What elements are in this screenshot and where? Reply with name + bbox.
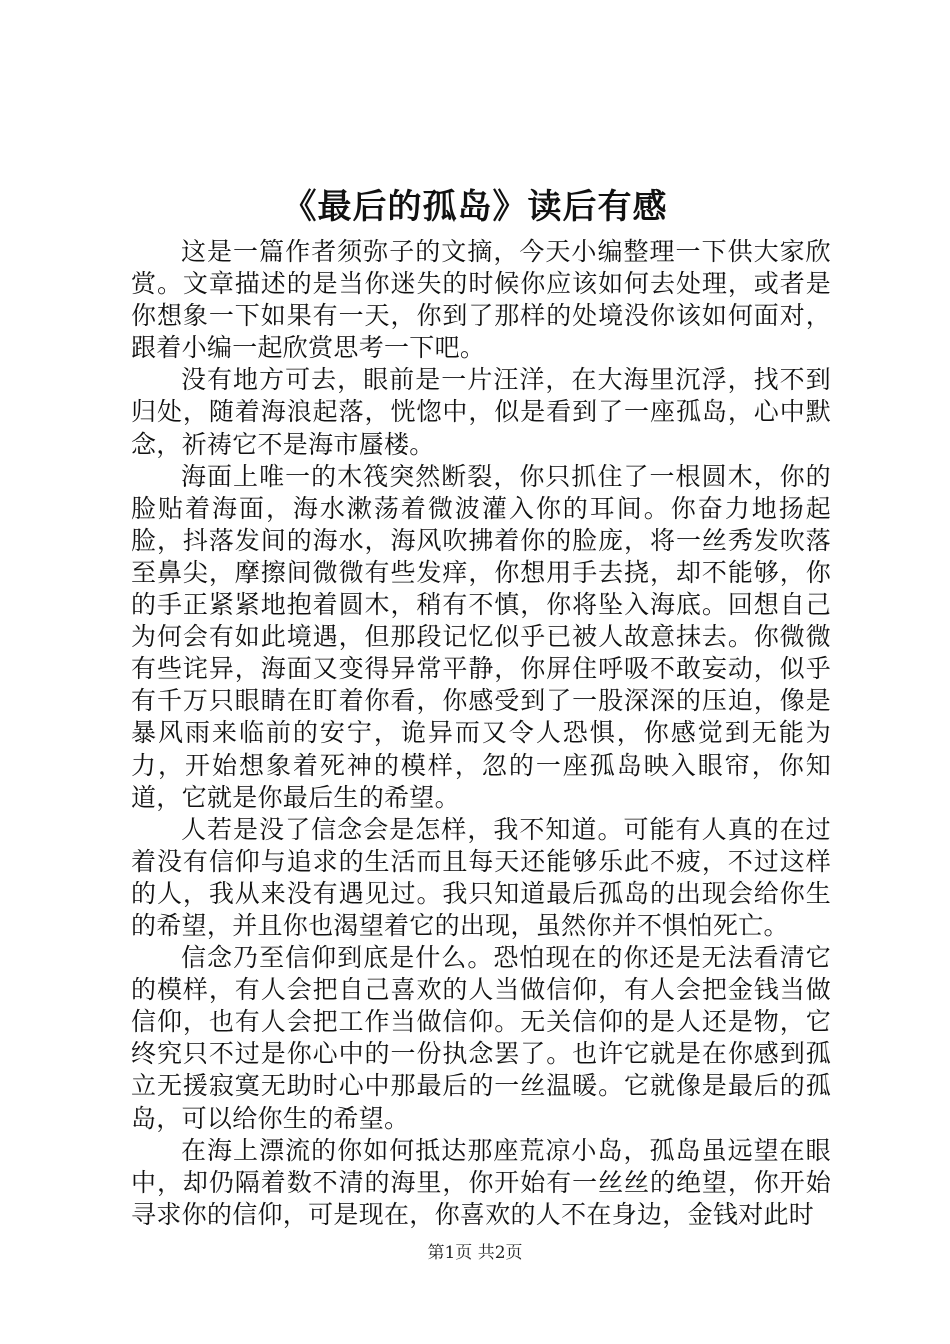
paragraph-6: 在海上漂流的你如何抵达那座荒凉小岛，孤岛虽远望在眼中，却仍隔着数不清的海里，你开始有一丝丝的绝望，你开始寻求你的信仰，可是现在，你喜欢的人不在身边，金钱对此时 xyxy=(131,1135,831,1229)
paragraph-3: 海面上唯一的木筏突然断裂，你只抓住了一根圆木，你的脸贴着海面，海水漱荡着微波灌入你的耳间。你奋力地扬起脸，抖落发间的海水，海风吹拂着你的脸庞，将一丝秀发吹落至鼻尖，摩擦间微微有些发痒，你想用手去挠，却不能够，你的手正紧紧地抱着圆木，稍有不慎，你将坠入海底。回想自己为何会有如此境遇，但那段记忆似乎已被人故意抹去。你微微有些诧异，海面又变得异常平静，你屏住呼吸不敢妄动，似乎有千万只眼睛在盯着你看，你感受到了一股深深的压迫，像是暴风雨来临前的安宁，诡异而又令人恐惧，你感觉到无能为力，开始想象着死神的模样，忽的一座孤岛映入眼帘，你知道，它就是你最后生的希望。 xyxy=(131,461,831,812)
paragraph-1: 这是一篇作者须弥子的文摘，今天小编整理一下供大家欣赏。文章描述的是当你迷失的时候你应该如何去处理，或者是你想象一下如果有一天，你到了那样的处境没你该如何面对，跟着小编一起欣赏思考一下吧。 xyxy=(131,237,831,363)
paragraph-5: 信念乃至信仰到底是什么。恐怕现在的你还是无法看清它的模样，有人会把自己喜欢的人当做信仰，有人会把金钱当做信仰，也有人会把工作当做信仰。无关信仰的是人还是物，它终究只不过是你心中的一份执念罢了。也许它就是在你感到孤立无援寂寞无助时心中那最后的一丝温暖。它就像是最后的孤岛，可以给你生的希望。 xyxy=(131,943,831,1133)
page-footer: 第1页 共2页 xyxy=(427,1243,523,1263)
paragraph-2: 没有地方可去，眼前是一片汪洋，在大海里沉浮，找不到归处，随着海浪起落，恍惚中，似是看到了一座孤岛，心中默念，祈祷它不是海市蜃楼。 xyxy=(131,365,831,459)
paragraph-4: 人若是没了信念会是怎样，我不知道。可能有人真的在过着没有信仰与追求的生活而且每天还能够乐此不疲，不过这样的人，我从来没有遇见过。我只知道最后孤岛的出现会给你生的希望，并且你也渴望着它的出现，虽然你并不惧怕死亡。 xyxy=(131,814,831,940)
document-body xyxy=(131,236,831,1231)
document-title: 《最后的孤岛》读后有感 xyxy=(282,187,668,227)
